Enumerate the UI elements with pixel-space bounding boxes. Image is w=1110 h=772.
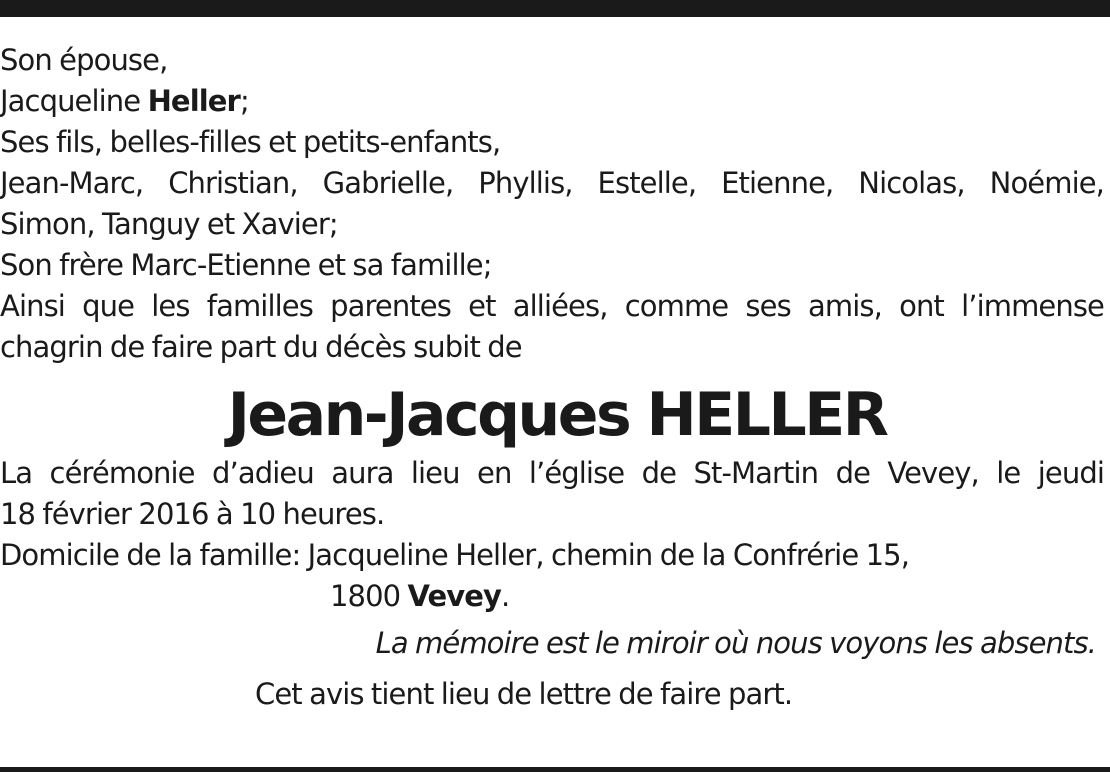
domicile-line-1: Domicile de la famille: Jacqueline Heller, chemin de la Confrérie 15,	[0, 538, 910, 572]
family-line-6: Son frère Marc-Etienne et sa famille;	[0, 248, 492, 282]
family-line-4: Jean-Marc, Christian, Gabrielle, Phyllis, Estelle, Etienne, Nicolas, Noémie,	[0, 166, 1104, 200]
domicile-city: Vevey	[407, 579, 502, 613]
ceremony-line-1: La cérémonie d’adieu aura lieu en l’église de St-Martin de Vevey, le jeudi	[0, 456, 1104, 490]
spouse-first-name: Jacqueline	[0, 84, 148, 118]
bottom-rule	[0, 767, 1110, 772]
ceremony-line-2: 18 février 2016 à 10 heures.	[0, 497, 385, 531]
top-rule	[0, 0, 1110, 17]
family-line-7: Ainsi que les familles parentes et alliées, comme ses amis, ont l’immense	[0, 289, 1104, 323]
domicile-end: .	[501, 579, 510, 613]
family-line-3: Ses fils, belles-filles et petits-enfants,	[0, 125, 501, 159]
memorial-quote: La mémoire est le miroir où nous voyons les absents.	[375, 626, 1096, 660]
family-line-5: Simon, Tanguy et Xavier;	[0, 207, 338, 241]
spouse-end: ;	[239, 84, 249, 118]
obituary-text	[0, 40, 1104, 715]
notice-line: Cet avis tient lieu de lettre de faire part.	[255, 677, 793, 711]
spouse-last-name: Heller	[147, 84, 240, 118]
family-line-2	[0, 81, 1104, 122]
family-line-1: Son épouse,	[0, 43, 168, 77]
domicile-postcode: 1800	[330, 579, 408, 613]
domicile-line-2	[0, 576, 1104, 617]
family-line-8: chagrin de faire part du décès subit de	[0, 330, 522, 364]
deceased-name: Jean-Jacques HELLER	[227, 380, 887, 450]
